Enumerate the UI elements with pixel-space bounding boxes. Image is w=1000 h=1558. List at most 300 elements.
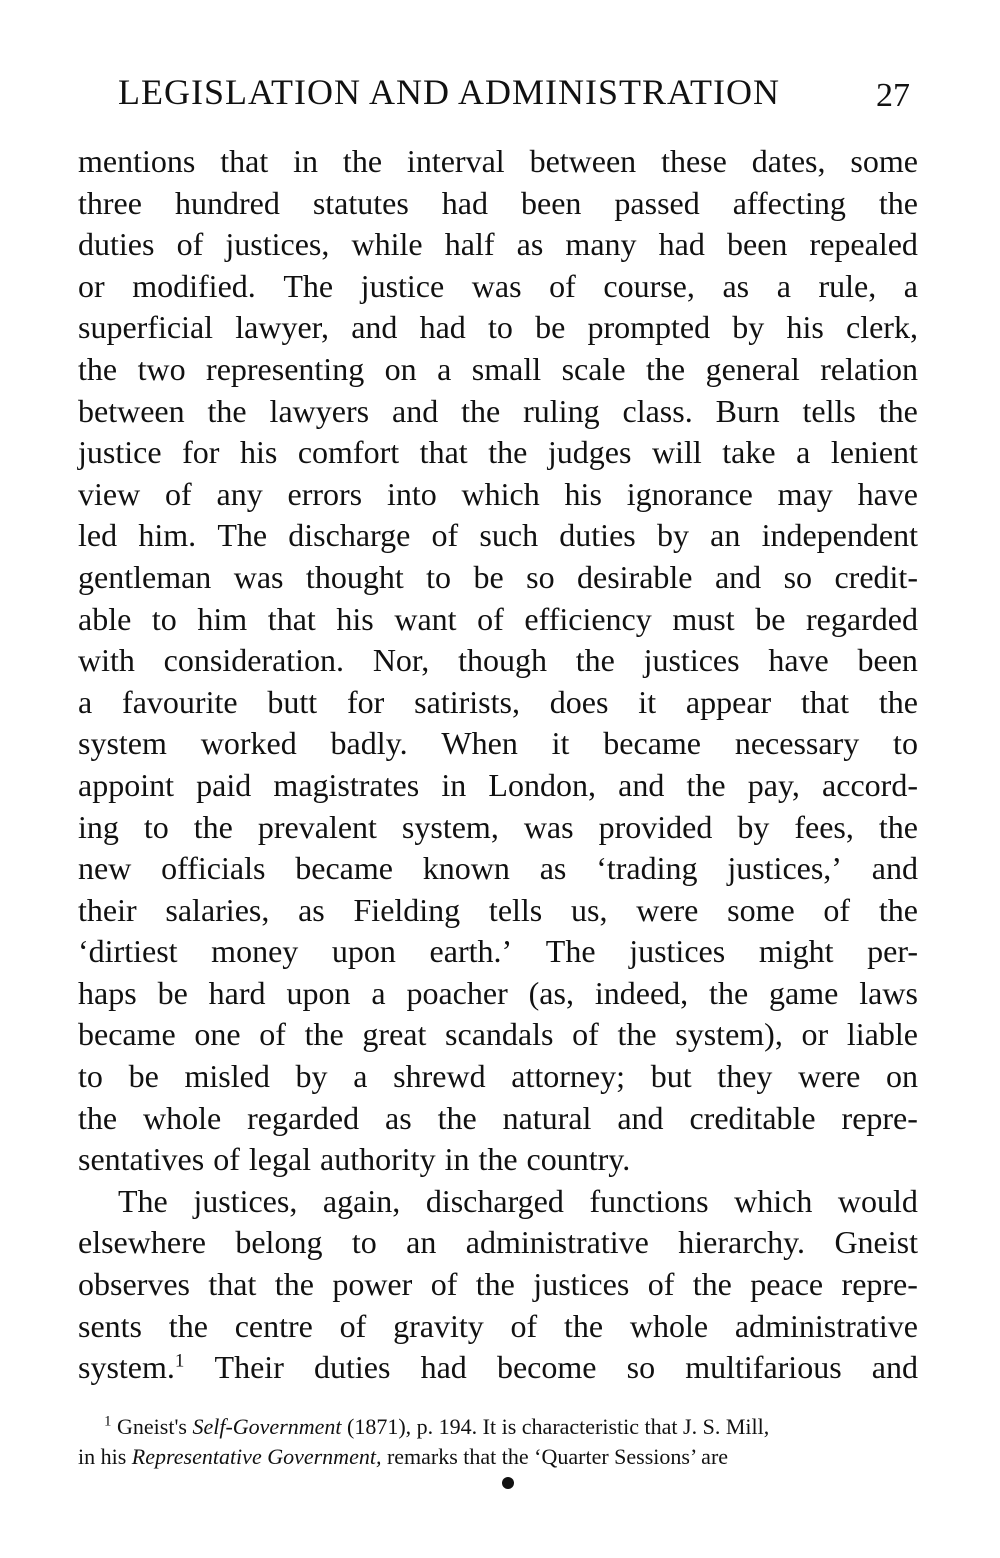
word: with (78, 642, 135, 679)
word: of (647, 1266, 675, 1303)
word: by (732, 309, 765, 346)
word: the (437, 1099, 477, 1136)
word: the (692, 1266, 732, 1303)
word: by (656, 517, 689, 554)
word: but (650, 1058, 692, 1095)
word: as (298, 891, 325, 928)
word: to (893, 725, 918, 762)
word: game (769, 974, 839, 1011)
word: butt (267, 683, 318, 720)
word: his (239, 434, 278, 471)
text-line (78, 391, 918, 433)
word: on (384, 350, 417, 387)
word: which (734, 1182, 813, 1219)
footnote-continued (78, 1442, 728, 1472)
word: relation (820, 350, 918, 387)
word: affecting (732, 184, 846, 221)
word: whole (143, 1099, 222, 1136)
word: system), (675, 1016, 783, 1053)
word: his (564, 475, 602, 512)
word: creditable (689, 1099, 816, 1136)
word: of (213, 1141, 240, 1178)
word: hard (208, 974, 266, 1011)
footnotes (78, 1412, 918, 1472)
running-head (80, 66, 918, 118)
word: ing (78, 808, 119, 845)
footnote-reference: 1 (174, 1350, 185, 1372)
footnote-text: (1871), p. 194. It is characteristic that J. S. Mill, (347, 1414, 770, 1439)
word: mentions (78, 143, 196, 179)
word: provided (598, 808, 713, 845)
word: of (477, 600, 504, 637)
word: and (871, 1349, 918, 1386)
text-line (78, 807, 918, 849)
word: rule, (818, 267, 877, 304)
word: justices (629, 933, 726, 970)
word: officials (161, 850, 266, 887)
word: the (168, 1307, 208, 1344)
word: superficial (78, 309, 214, 346)
word: liable (846, 1016, 918, 1053)
word: the (304, 1016, 344, 1053)
word: credit- (834, 558, 918, 595)
word: haps (78, 974, 137, 1011)
footnote-start (104, 1412, 769, 1442)
word: power (332, 1266, 413, 1303)
word: upon (286, 974, 351, 1011)
word: London, (488, 766, 596, 803)
word: or (78, 267, 105, 304)
word: scale (561, 350, 626, 387)
word: appoint (78, 766, 174, 803)
word: legal (248, 1141, 312, 1178)
word: desirable (577, 558, 693, 595)
word: discharged (425, 1182, 564, 1219)
word: for (347, 683, 385, 720)
word: and (617, 1099, 664, 1136)
word: natural (502, 1099, 592, 1136)
word: multifarious (685, 1349, 842, 1386)
word: independent (761, 517, 918, 554)
text-line (78, 1222, 918, 1264)
word: again, (322, 1182, 401, 1219)
word: clerk, (846, 309, 918, 346)
word: repealed (809, 226, 918, 263)
word: discharge (288, 517, 411, 554)
word: centre (234, 1307, 313, 1344)
word: be (157, 974, 188, 1011)
word: of (259, 1016, 286, 1053)
word: modified. (132, 267, 256, 304)
word: Nor, (372, 642, 430, 679)
word: for (182, 434, 220, 471)
word: class. (622, 392, 693, 429)
word: the (617, 1016, 657, 1053)
word: that (220, 143, 269, 179)
word: the (646, 350, 686, 387)
word: the (461, 392, 501, 429)
word: had (420, 1349, 467, 1386)
text-line (78, 1014, 918, 1056)
word: attorney; (511, 1058, 625, 1095)
word: thought (305, 558, 404, 595)
word: as (516, 226, 544, 263)
word: a (796, 434, 811, 471)
word: a (371, 974, 386, 1011)
text-line (78, 682, 918, 724)
word: The (217, 517, 268, 554)
word: able (78, 600, 132, 637)
page-number: 27 (876, 77, 910, 114)
word: the (709, 974, 749, 1011)
word: lawyer, (235, 309, 330, 346)
word: efficiency (524, 600, 652, 637)
word: repre- (841, 1099, 918, 1136)
text-line (78, 890, 918, 932)
word: of (510, 1307, 538, 1344)
word: so (526, 558, 555, 595)
word: favourite (122, 683, 238, 720)
word: as (539, 850, 567, 887)
word: The (545, 933, 596, 970)
word: the (686, 766, 726, 803)
word: functions (589, 1182, 709, 1219)
word: take (722, 434, 776, 471)
word: administrative (734, 1307, 918, 1344)
word: tells (802, 392, 856, 429)
word: money (211, 933, 299, 970)
word: a (776, 267, 791, 304)
word: in (293, 143, 319, 179)
word: the (878, 392, 918, 429)
word: the (274, 1266, 314, 1303)
word: to (78, 1058, 103, 1095)
word: the (878, 184, 918, 221)
footnote-text: Gneist's (117, 1414, 187, 1439)
word: of (165, 475, 192, 512)
word: indeed, (594, 974, 689, 1011)
text-line (78, 474, 918, 516)
text-line (78, 723, 918, 765)
word: would (837, 1182, 918, 1219)
word: though (458, 642, 547, 679)
word: earth.’ (429, 933, 513, 970)
word: misled (184, 1058, 270, 1095)
word: had (441, 184, 488, 221)
word: as (384, 1099, 412, 1136)
word: many (565, 226, 637, 263)
word: ‘dirtiest (78, 933, 178, 970)
word: led (78, 517, 118, 554)
word: became (78, 1016, 176, 1053)
word: regarded (247, 1099, 360, 1136)
text-line (78, 1181, 918, 1223)
word: us, (571, 891, 608, 928)
word: justice (78, 434, 162, 471)
word: the (478, 1141, 518, 1178)
word: of (572, 1016, 599, 1053)
word: justices, (193, 1182, 298, 1219)
word: consideration. (163, 642, 345, 679)
running-title: LEGISLATION AND ADMINISTRATION (118, 72, 780, 112)
word: be (473, 558, 504, 595)
word: been (857, 642, 918, 679)
word: Fielding (353, 891, 461, 928)
text-line (78, 640, 918, 682)
word: as (722, 267, 750, 304)
word: known (422, 850, 510, 887)
word: tells (488, 891, 543, 928)
word: gentleman (78, 558, 212, 595)
word: justices,’ (727, 850, 842, 887)
word: have (768, 642, 829, 679)
word: sents (78, 1307, 142, 1344)
word: passed (614, 184, 700, 221)
word: it (551, 725, 570, 762)
word: to (487, 309, 513, 346)
word: became (295, 850, 393, 887)
word: the (563, 1307, 604, 1344)
word: to (143, 808, 169, 845)
word: that (801, 683, 850, 720)
word: or (801, 1016, 829, 1053)
word: to (151, 600, 177, 637)
word: in (441, 766, 467, 803)
word: an (710, 517, 741, 554)
word: lawyers (269, 392, 370, 429)
word: some (850, 143, 918, 179)
text-line (78, 1306, 918, 1348)
word: and (351, 309, 398, 346)
word: worked (200, 725, 297, 762)
ink-dot (502, 1477, 514, 1489)
word: justices, (225, 226, 330, 263)
word: was (471, 267, 522, 304)
word: of (176, 226, 204, 263)
word: the (78, 1099, 118, 1136)
word: ignorance (626, 475, 753, 512)
word: so (783, 558, 813, 595)
word: on (885, 1058, 918, 1095)
word: any (216, 475, 263, 512)
word: became (603, 725, 701, 762)
word: were (636, 891, 699, 928)
word: accord- (822, 766, 918, 803)
word: appear (685, 683, 772, 720)
word: by (295, 1058, 328, 1095)
word: and (618, 766, 665, 803)
word: between (78, 392, 185, 429)
word: become (496, 1349, 597, 1386)
word: dates, (751, 143, 826, 179)
text-line (78, 931, 918, 973)
word: Their (214, 1349, 284, 1386)
text-line (78, 515, 918, 557)
word: duties (559, 517, 636, 554)
word: between (529, 143, 637, 179)
word: must (672, 600, 735, 637)
body-text (78, 141, 918, 1389)
word: (as, (528, 974, 574, 1011)
word: the (878, 808, 918, 845)
word: the (575, 642, 615, 679)
footnote-line (78, 1442, 918, 1472)
word: two (137, 350, 186, 387)
word: be (755, 600, 786, 637)
word: justice (360, 267, 445, 304)
word: a (437, 350, 452, 387)
word: upon (331, 933, 396, 970)
word: observes (78, 1266, 190, 1303)
word: sentatives (78, 1141, 205, 1178)
word: had (658, 226, 705, 263)
word: duties (78, 226, 155, 263)
word: hundred (174, 184, 280, 221)
text-line (78, 1264, 918, 1306)
footnote-text: remarks that the ‘Quarter Sessions’ are (386, 1444, 729, 1469)
word: his (336, 600, 374, 637)
word: of (430, 1266, 458, 1303)
word: him. (138, 517, 197, 554)
word: per- (867, 933, 918, 970)
word: whole (629, 1307, 709, 1344)
word: laws (859, 974, 918, 1011)
word: justices (643, 642, 740, 679)
word: that (419, 434, 468, 471)
word: half (444, 226, 495, 263)
word: into (386, 475, 437, 512)
word: justices (533, 1266, 630, 1303)
word: comfort (297, 434, 400, 471)
word: small (471, 350, 542, 387)
word: of (823, 891, 851, 928)
word: Gneist (834, 1224, 918, 1261)
word: their (78, 891, 137, 928)
word: belong (235, 1224, 323, 1261)
word: the (207, 392, 247, 429)
word: a (78, 683, 93, 720)
word: interval (406, 143, 505, 179)
word: new (78, 850, 132, 887)
word: may (777, 475, 833, 512)
text-line (78, 973, 918, 1015)
word: one (194, 1016, 241, 1053)
word: paid (196, 766, 252, 803)
text-line (78, 349, 918, 391)
word: while (351, 226, 423, 263)
word: satirists, (414, 683, 520, 720)
word: which (461, 475, 540, 512)
word: course, (603, 267, 695, 304)
word: so (626, 1349, 656, 1386)
text-line (78, 307, 918, 349)
footnote-text: in his (78, 1444, 127, 1469)
text-line (78, 1098, 918, 1140)
text-line (78, 1139, 918, 1181)
word: and (871, 850, 918, 887)
word: elsewhere (78, 1224, 206, 1261)
word: pay, (747, 766, 800, 803)
word: prompted (587, 309, 711, 346)
word: shrewd (393, 1058, 486, 1095)
word: When (441, 725, 518, 762)
word: ruling (523, 392, 600, 429)
word: his (786, 309, 824, 346)
word: authority (320, 1141, 436, 1178)
word: ‘trading (596, 850, 698, 887)
word: view (78, 475, 141, 512)
footnote-mark: 1 (104, 1413, 112, 1430)
text-line (78, 557, 918, 599)
word: system (78, 725, 167, 762)
word: be (535, 309, 566, 346)
word: scandals (445, 1016, 554, 1053)
word: The (283, 267, 334, 304)
word: great (362, 1016, 427, 1053)
word: three (78, 184, 142, 221)
word: fees, (794, 808, 854, 845)
word: regarded (806, 600, 918, 637)
word: representing (206, 350, 365, 387)
text-line (78, 224, 918, 266)
word: hierarchy. (678, 1224, 806, 1261)
word: in (444, 1141, 470, 1178)
word: been (727, 226, 788, 263)
word: general (705, 350, 800, 387)
word: of (339, 1307, 367, 1344)
word: lenient (830, 434, 918, 471)
word: system, (401, 808, 499, 845)
text-line (78, 1347, 918, 1389)
footnote-line (78, 1412, 918, 1442)
text-line (78, 266, 918, 308)
footnote-book-title: Self-Government (192, 1414, 342, 1439)
word: an (406, 1224, 437, 1261)
word: Burn (715, 392, 780, 429)
word: been (521, 184, 582, 221)
word: of (431, 517, 459, 554)
word: the (193, 808, 233, 845)
word: might (758, 933, 834, 970)
word: was (233, 558, 284, 595)
word: by (737, 808, 770, 845)
word: such (479, 517, 539, 554)
word: badly. (330, 725, 408, 762)
word: these (661, 143, 727, 179)
word: him (197, 600, 248, 637)
word: and (391, 392, 439, 429)
word: was (523, 808, 574, 845)
word: repre- (841, 1266, 918, 1303)
word: and (714, 558, 762, 595)
word: gravity (393, 1307, 484, 1344)
word: have (857, 475, 918, 512)
word: the (488, 434, 528, 471)
text-line (78, 765, 918, 807)
word: the (878, 891, 918, 928)
text-line (78, 848, 918, 890)
word: the (475, 1266, 515, 1303)
word: some (727, 891, 795, 928)
word: a (903, 267, 918, 304)
word: the (78, 350, 118, 387)
word: the (342, 143, 383, 179)
word: were (798, 1058, 861, 1095)
word: to (351, 1224, 377, 1261)
word: to (426, 558, 452, 595)
footnote-book-title: Representative Government, (131, 1444, 382, 1469)
word: the (878, 683, 918, 720)
